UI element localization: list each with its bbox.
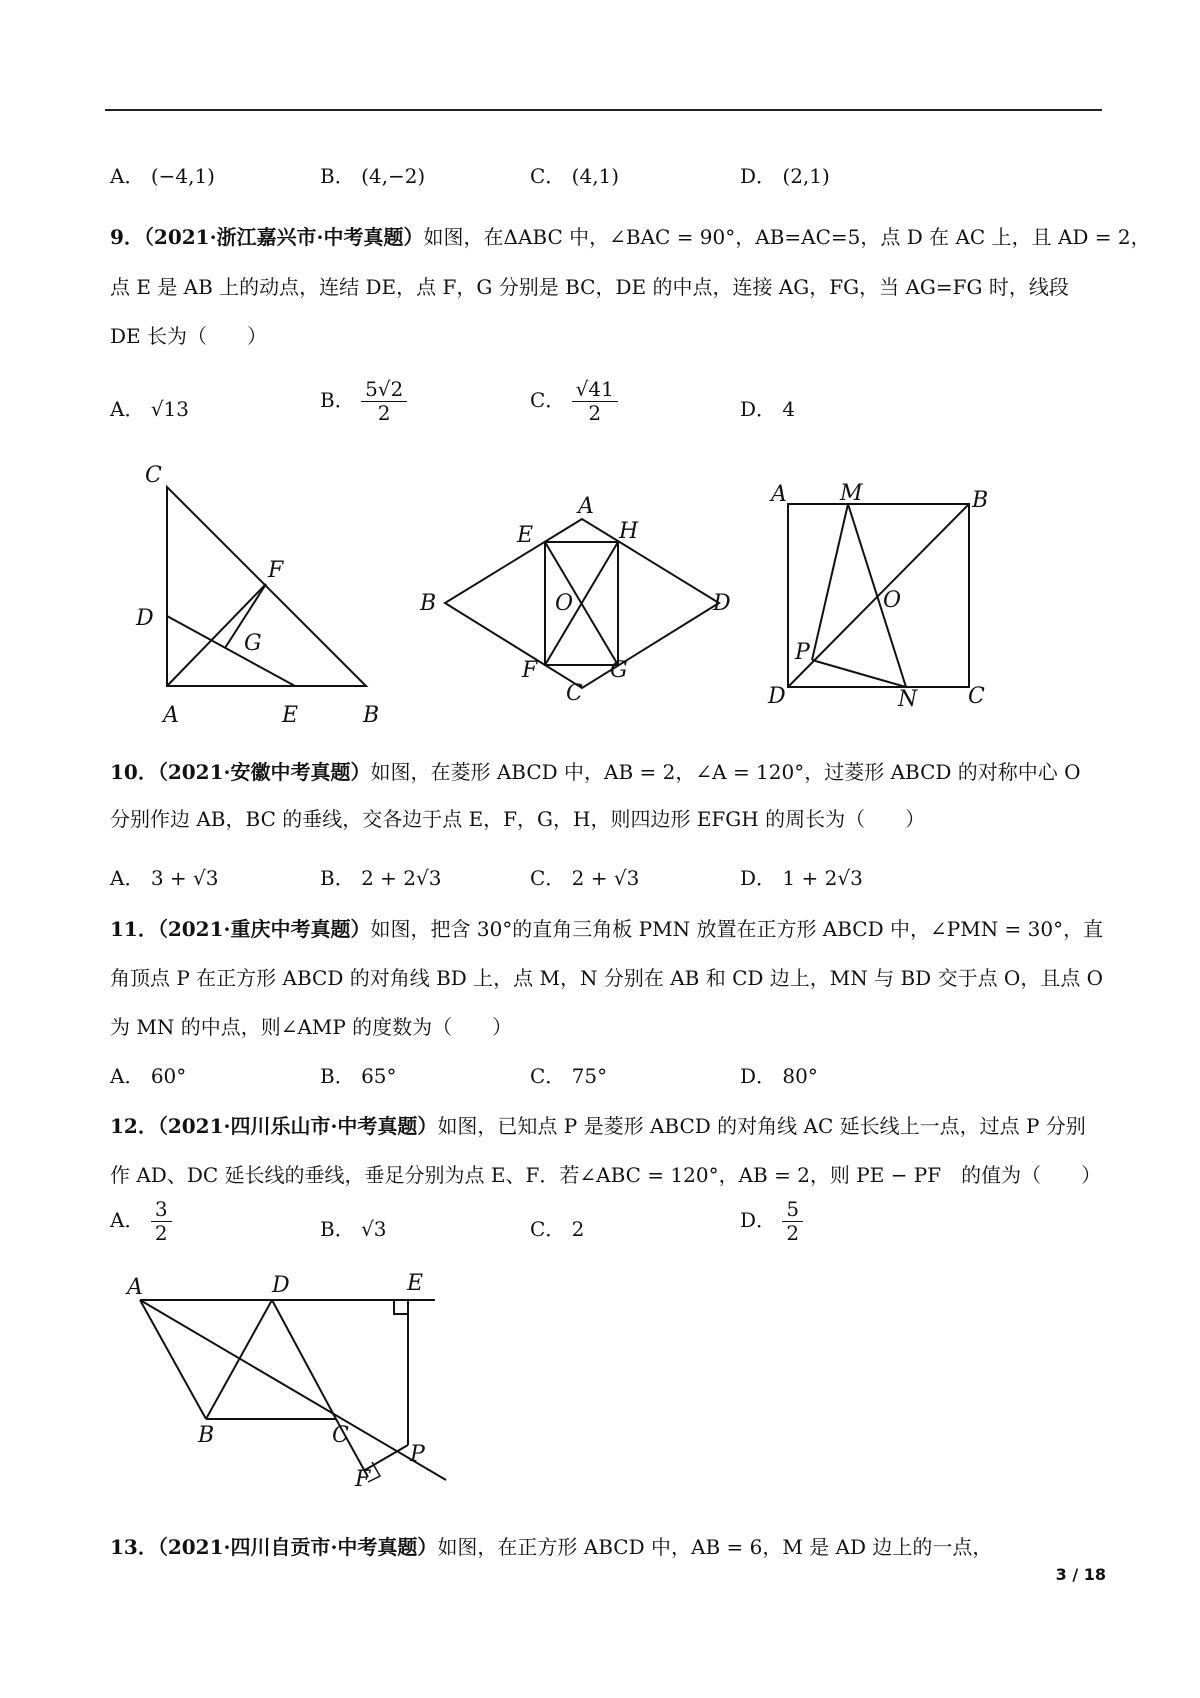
label-c: C (332, 1423, 349, 1448)
q8-option-c: C． (4,1) (530, 164, 620, 188)
q12-line-1: 12．（2021·四川乐山市·中考真题）如图，已知点 P 是菱形 ABCD 的对角线 AC 延长线上一点，过点 P 分别 (110, 1114, 1086, 1138)
q13-line-1: 13．（2021·四川自贡市·中考真题）如图，在正方形 ABCD 中，AB = 6，M 是 AD 边上的一点， (110, 1535, 993, 1559)
q10-option-d: D． 1 + 2√3 (740, 866, 863, 890)
q8-option-a: A． (−4,1) (110, 164, 215, 188)
label-o: O (555, 591, 574, 616)
q11-line-1: 11．（2021·重庆中考真题）如图，把含 30°的直角三角板 PMN 放置在正方形 ABCD 中，∠PMN = 30°，直 (110, 917, 1104, 941)
label-b: B (363, 703, 380, 728)
q11-option-b: B． 65° (320, 1064, 397, 1088)
label-c: C (968, 684, 985, 709)
segment-mp (812, 504, 848, 660)
label-n: N (898, 687, 918, 712)
label-f: F (355, 1467, 371, 1492)
label-a: A (163, 703, 179, 728)
segment-pf (365, 1445, 408, 1470)
q12-option-b: B． √3 (320, 1217, 387, 1241)
q12-option-c: C． 2 (530, 1217, 585, 1241)
label-c: C (145, 463, 162, 488)
q10-option-c: C． 2 + √3 (530, 866, 640, 890)
right-angle-e (394, 1300, 408, 1314)
diagonal-bd (788, 504, 969, 687)
diagonal-ac-extended (140, 1300, 446, 1480)
label-g: G (610, 658, 628, 683)
label-h: H (619, 519, 639, 544)
q10-line-2: 分别作边 AB，BC 的垂线，交各边于点 E，F，G，H，则四边形 EFGH 的周长为（ ） (110, 807, 926, 831)
label-e: E (407, 1271, 424, 1296)
q8-option-b: B． (4,−2) (320, 164, 426, 188)
side-dc (272, 1300, 336, 1419)
label-f: F (268, 558, 284, 583)
label-c: C (566, 681, 583, 706)
q12-line-2: 作 AD、DC 延长线的垂线，垂足分别为点 E、F．若∠ABC = 120°，AB = 2，则 PE − PF 的值为（ ） (110, 1163, 1102, 1187)
q11-option-d: D． 80° (740, 1064, 818, 1088)
q9-option-a: A． √13 (110, 397, 190, 421)
q9-option-d: D． 4 (740, 397, 796, 421)
q9-line-1: 9．（2021·浙江嘉兴市·中考真题）如图，在ΔABC 中，∠BAC = 90°，AB=AC=5，点 D 在 AC 上，且 AD = 2， (110, 225, 1151, 249)
label-d: D (136, 606, 154, 631)
q12-option-a: A． $\frac{3}{2}$ (110, 1198, 172, 1245)
label-b: B (972, 488, 989, 513)
diagonal-db (206, 1300, 272, 1419)
label-a: A (578, 494, 594, 519)
q10-option-a: A． 3 + √3 (110, 866, 219, 890)
q9-option-c: C． $\frac{√41}{2}$ (530, 378, 618, 425)
q11-line-2: 角顶点 P 在正方形 ABCD 的对角线 BD 上，点 M，N 分别在 AB 和 CD 边上，MN 与 BD 交于点 O，且点 O (110, 966, 1104, 990)
label-e: E (517, 523, 534, 548)
label-b: B (198, 1423, 215, 1448)
label-d: D (713, 591, 731, 616)
q11-option-a: A． 60° (110, 1064, 187, 1088)
label-a: A (127, 1275, 143, 1300)
label-p: P (410, 1442, 425, 1467)
segment-pn (812, 660, 906, 687)
label-b: B (420, 591, 437, 616)
q11-line-3: 为 MN 的中点，则∠AMP 的度数为（ ） (110, 1015, 513, 1039)
q12-option-d: D． $\frac{5}{2}$ (740, 1198, 803, 1245)
segment-de (167, 616, 295, 686)
q11-option-c: C． 75° (530, 1064, 608, 1088)
q8-option-d: D． (2,1) (740, 164, 830, 188)
label-d: D (768, 684, 786, 709)
q10-option-b: B． 2 + 2√3 (320, 866, 442, 890)
q9-line-2: 点 E 是 AB 上的动点，连结 DE，点 F，G 分别是 BC，DE 的中点，连接 AG，FG，当 AG=FG 时，线段 (110, 275, 1069, 299)
label-d: D (272, 1273, 290, 1298)
label-a: A (771, 482, 787, 507)
q9-line-3: DE 长为（ ） (110, 324, 267, 348)
label-m: M (840, 481, 863, 506)
label-f: F (522, 658, 538, 683)
page-number: 3 / 18 (1055, 1565, 1106, 1584)
label-o: O (883, 588, 902, 613)
q9-option-b: B． $\frac{5√2}{2}$ (320, 378, 407, 425)
label-g: G (244, 631, 262, 656)
label-e: E (282, 703, 299, 728)
label-p: P (795, 640, 810, 665)
side-ab (140, 1300, 206, 1419)
q10-line-1: 10．（2021·安徽中考真题）如图，在菱形 ABCD 中，AB = 2，∠A = 120°，过菱形 ABCD 的对称中心 O (110, 760, 1081, 784)
